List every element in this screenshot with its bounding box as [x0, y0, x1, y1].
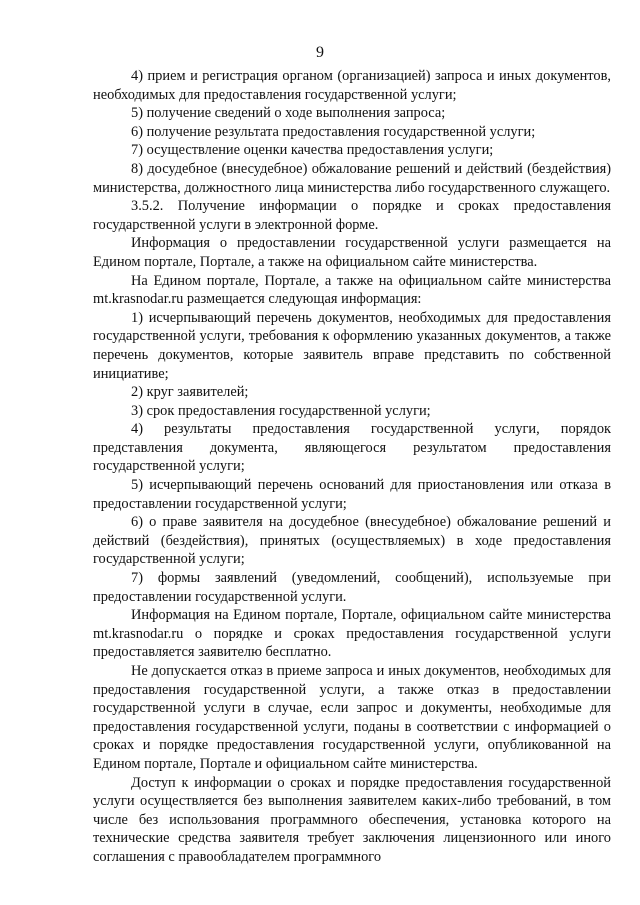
- paragraph-item-6-result: 6) получение результата предоставления государственной услуги;: [131, 123, 536, 140]
- paragraph-list-6-appeal-right: 6) о праве заявителя на досудебное (внесудебное) обжалование решений и действий (бездействия), принятых (осуществляемых) в ходе предоставления государственной услуги;: [93, 514, 611, 568]
- paragraph-item-7-quality: 7) осуществление оценки качества предоставления услуги;: [131, 142, 494, 159]
- paragraph-list-2-applicants: 2) круг заявителей;: [131, 384, 249, 401]
- paragraph-section-3-5-2: 3.5.2. Получение информации о порядке и сроках предоставления государственной услуги в электронной форме.: [93, 198, 611, 233]
- paragraph-no-refusal: Не допускается отказ в приеме запроса и иных документов, необходимых для предоставления государственной услуги, а также отказ в предоставлении государственной услуги в случае, если запрос и документы, необходимые для предоставления государственной услуги, поданы в соответствии с информацией о сроках и порядке предоставления государственной услуги, опубликованной на Едином портале, Портале и официальном сайте министерства.: [93, 663, 611, 772]
- paragraph-info-placement: Информация о предоставлении государственной услуги размещается на Едином портале, Портале, а также на официальном сайте министерства.: [93, 235, 611, 270]
- paragraph-free-info: Информация на Едином портале, Портале, официальном сайте министерства mt.krasnodar.ru о порядке и сроках предоставления государственной услуги предоставляется заявителю бесплатно.: [93, 607, 611, 661]
- paragraph-item-8-appeal: 8) досудебное (внесудебное) обжалование решений и действий (бездействия) министерства, должностного лица министерства либо государственного служащего.: [93, 160, 611, 196]
- page-number: 9: [316, 44, 324, 61]
- paragraph-access: Доступ к информации о сроках и порядке предоставления государственной услуги осуществляется без выполнения заявителем каких-либо требований, в том числе без использования программного обеспечения, установка которого на технические средства заявителя требует заключения лицензионного или иного соглашения с правообладателем программного: [93, 774, 611, 865]
- paragraph-item-4-reception: 4) прием и регистрация органом (организацией) запроса и иных документов, необходимых для предоставления государственной услуги;: [93, 68, 611, 103]
- paragraph-list-1-documents: 1) исчерпывающий перечень документов, необходимых для предоставления государственной услуги, требования к оформлению указанных документов, а также перечень документов, которые заявитель вправе представить по собственной инициативе;: [93, 309, 611, 382]
- paragraph-item-5-status: 5) получение сведений о ходе выполнения запроса;: [131, 105, 446, 122]
- paragraph-portal-info: На Едином портале, Портале, а также на официальном сайте министерства mt.krasnodar.ru размещается следующая информация:: [93, 272, 611, 308]
- paragraph-list-5-grounds: 5) исчерпывающий перечень оснований для приостановления или отказа в предоставлении государственной услуги;: [93, 477, 611, 512]
- body-text: [93, 67, 611, 867]
- paragraph-list-4-results: 4) результаты предоставления государственной услуги, порядок представления документа, являющегося результатом предоставления государственной услуги;: [93, 421, 611, 475]
- paragraph-list-3-term: 3) срок предоставления государственной услуги;: [131, 402, 431, 419]
- paragraph-list-7-forms: 7) формы заявлений (уведомлений, сообщений), используемые при предоставлении государственной услуги.: [93, 570, 611, 605]
